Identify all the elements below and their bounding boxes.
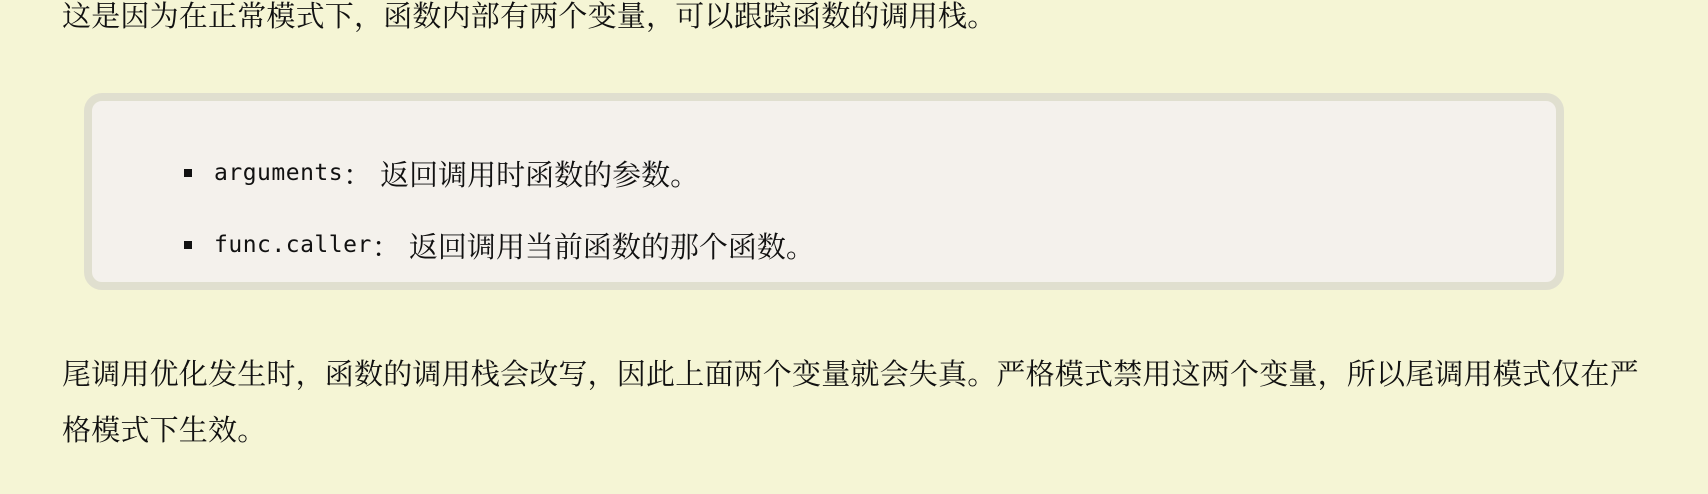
item-separator: ：	[371, 229, 401, 264]
item-separator: ：	[343, 157, 373, 192]
item-description: 返回调用时函数的参数。	[380, 157, 700, 192]
list-item	[184, 137, 815, 209]
callout-box	[84, 93, 1564, 290]
variable-list	[184, 137, 815, 281]
square-bullet-icon	[184, 241, 192, 249]
item-description: 返回调用当前函数的那个函数。	[408, 229, 815, 264]
list-item	[184, 209, 815, 281]
square-bullet-icon	[184, 169, 192, 177]
code-arguments: arguments	[214, 160, 344, 186]
intro-paragraph: 这是因为在正常模式下，函数内部有两个变量，可以跟踪函数的调用栈。	[62, 0, 997, 33]
code-func-caller: func.caller	[214, 232, 372, 258]
conclusion-paragraph: 尾调用优化发生时，函数的调用栈会改写，因此上面两个变量就会失真。严格模式禁用这两个变量，所以尾调用模式仅在严格模式下生效。	[62, 357, 1639, 447]
